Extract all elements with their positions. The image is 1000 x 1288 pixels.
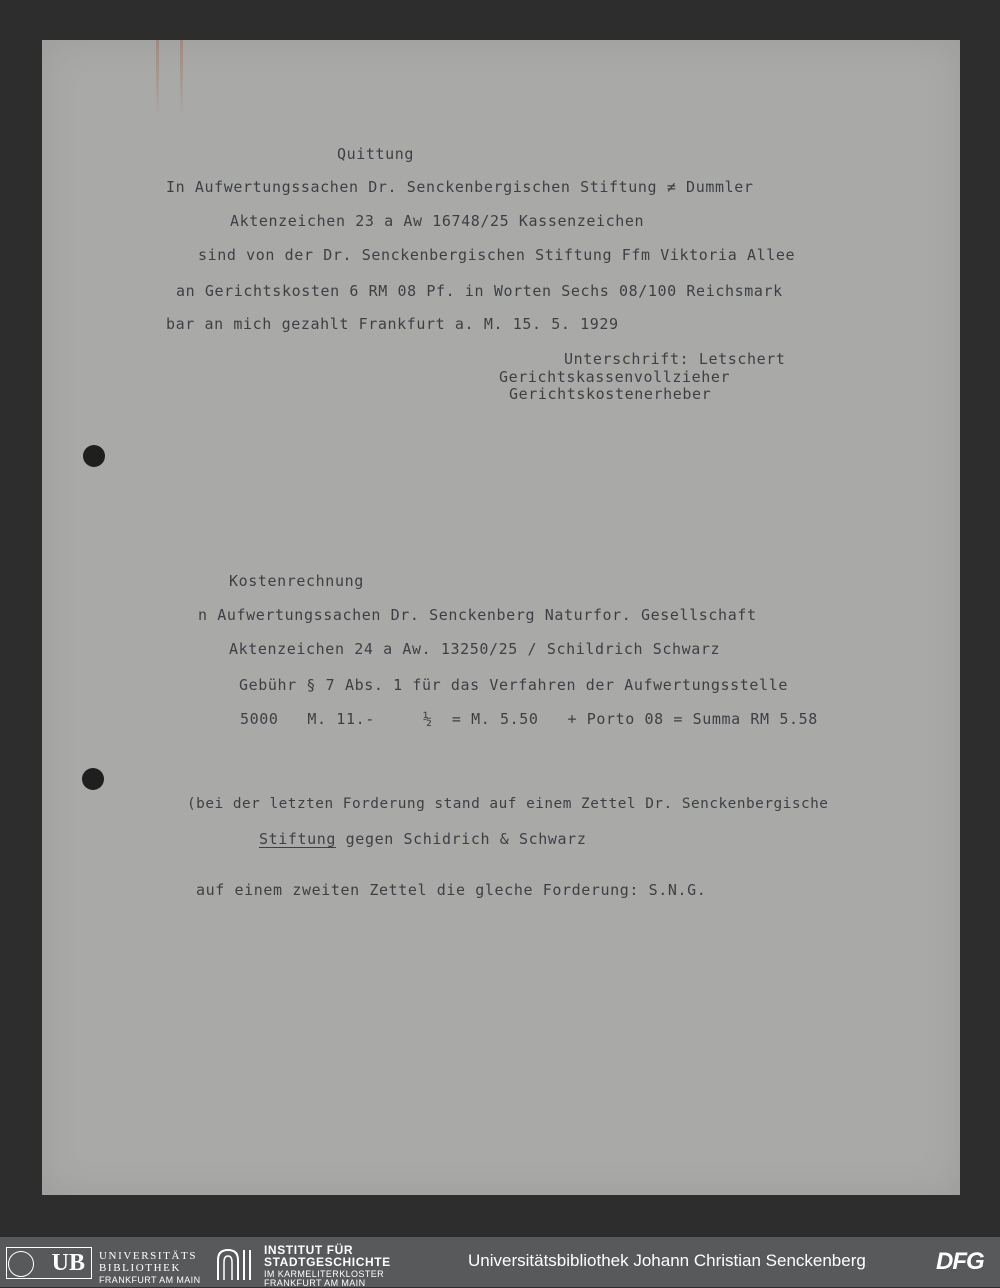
ifs-name: INSTITUT FÜR [264, 1243, 354, 1257]
ifs-name: FRANKFURT AM MAIN [264, 1278, 366, 1288]
receipt-line: bar an mich gezahlt Frankfurt a. M. 15. 5. 1929 [166, 315, 619, 333]
invoice-line: n Aufwertungssachen Dr. Senckenberg Naturfor. Gesellschaft [198, 606, 757, 624]
punch-hole [83, 445, 105, 467]
note-line-rest: gegen Schidrich & Schwarz [336, 830, 587, 848]
note-line: auf einem zweiten Zettel die gleche Forderung: S.N.G. [196, 881, 707, 899]
receipt-signature: Unterschrift: Letschert [564, 350, 786, 368]
dfg-logo: DFG [936, 1248, 984, 1275]
ub-name: BIBLIOTHEK [99, 1262, 181, 1274]
note-line [259, 830, 586, 848]
ifs-name: IM KARMELITERKLOSTER [264, 1269, 385, 1279]
footer-bar [0, 1237, 1000, 1287]
ifs-name: STADTGESCHICHTE [264, 1255, 391, 1269]
portrait-icon [8, 1251, 34, 1277]
arch-icon [214, 1246, 254, 1280]
receipt-role: Gerichtskostenerheber [509, 385, 712, 403]
ub-name: FRANKFURT AM MAIN [99, 1275, 201, 1285]
fold-mark [180, 40, 183, 120]
invoice-line: Gebühr § 7 Abs. 1 für das Verfahren der Aufwertungsstelle [239, 676, 788, 694]
note-underlined-word: Stiftung [259, 830, 337, 848]
fold-mark [156, 40, 159, 120]
note-line: (bei der letzten Forderung stand auf einem Zettel Dr. Senckenbergische [187, 796, 829, 812]
receipt-line: an Gerichtskosten 6 RM 08 Pf. in Worten Sechs 08/100 Reichsmark [176, 282, 783, 300]
receipt-line: In Aufwertungssachen Dr. Senckenbergischen Stiftung ≠ Dummler [166, 178, 754, 196]
receipt-line: sind von der Dr. Senckenbergischen Stiftung Ffm Viktoria Allee [198, 246, 796, 264]
ub-name: UNIVERSITÄTS [99, 1250, 198, 1262]
receipt-role: Gerichtskassenvollzieher [499, 368, 731, 386]
ub-logo: UB [6, 1247, 92, 1279]
library-title: Universitätsbibliothek Johann Christian Senckenberg [468, 1251, 866, 1270]
punch-hole [82, 768, 104, 790]
invoice-line: 5000 M. 11.- ½ = M. 5.50 + Porto 08 = Summa RM 5.58 [240, 710, 818, 728]
receipt-line: Aktenzeichen 23 a Aw 16748/25 Kassenzeichen [230, 212, 645, 230]
invoice-line: Aktenzeichen 24 a Aw. 13250/25 / Schildrich Schwarz [229, 640, 721, 658]
invoice-title: Kostenrechnung [229, 572, 364, 590]
receipt-title: Quittung [337, 145, 415, 163]
